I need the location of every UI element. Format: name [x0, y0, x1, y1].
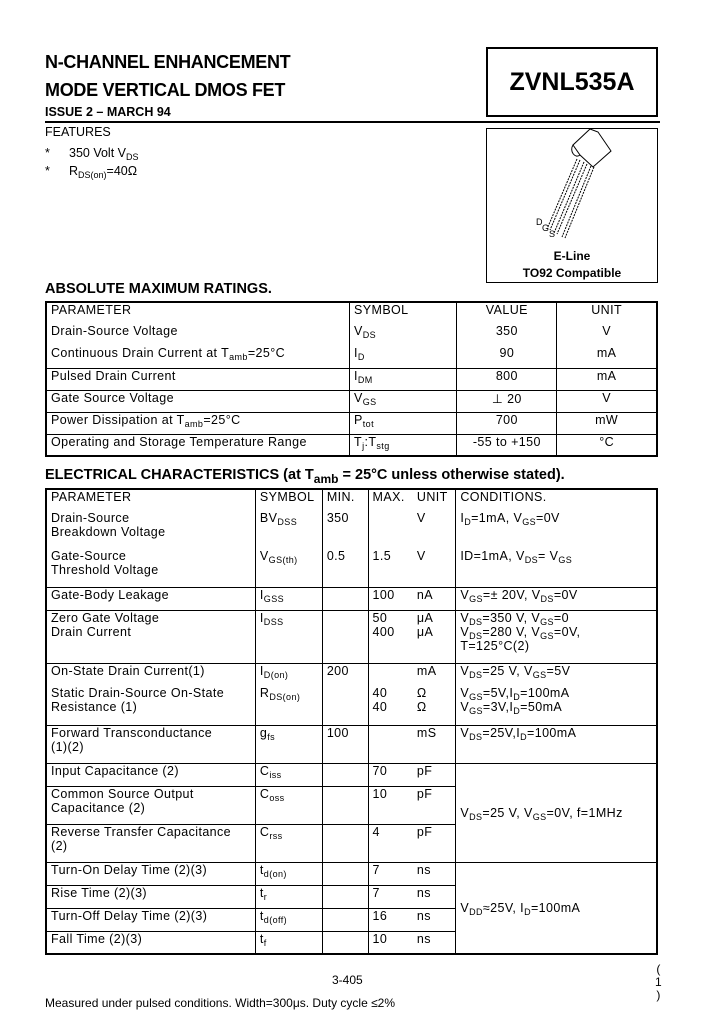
header-rule — [45, 121, 660, 123]
abs-max-table — [45, 301, 658, 457]
pin-s-label: S — [549, 229, 556, 239]
part-number: ZVNL535A — [509, 68, 635, 96]
elec-char-table — [45, 488, 658, 955]
feature-item: * 350 Volt $V_{DS}$ — [45, 146, 139, 162]
issue-date: ISSUE 2 – MARCH 94 — [45, 105, 171, 119]
table-row: On-State Drain Current(1) $I_{D(on)}$ 200 mA $V_{DS}=25$ V, $V_{GS}=5V$ — [46, 663, 657, 686]
table-header-row: PARAMETER SYMBOL VALUE UNIT — [46, 302, 657, 324]
table-row: Continuous Drain Current at $T_{amb}=25^\circ C$ $I_D$ 90 mA — [46, 346, 657, 368]
bullet: * — [45, 146, 50, 160]
table-row: Operating and Storage Temperature Range $T_j:T_{stg}$ -55 to +150 °C — [46, 434, 657, 456]
transistor-package-icon — [487, 129, 657, 249]
table-row: Zero Gate Voltage Drain Current $I_{DSS}$ 50 400 μA μA $V_{DS}=350$ V, $V_{GS}=0$ $V_{DS}=280$ V, $V_{GS}=0V$, T=125°C(2) — [46, 610, 657, 663]
table-row: Gate-Source Threshold Voltage $V_{GS(th)}$ 0.5 1.5 V ID=1mA, $V_{DS}= V_{GS}$ — [46, 549, 657, 587]
table-row: Common Source Output Capacitance (2) $C_{oss}$ 10 pF — [46, 786, 657, 824]
pin-d-label: D — [536, 217, 543, 227]
table-row: Static Drain-Source On-State Resistance (1) $R_{DS(on)}$ 40 40 Ω Ω $V_{GS}=5V,I_D=100mA$ $V_{GS}=3V,I_D=50mA$ — [46, 686, 657, 725]
feature-item: * $R_{DS(on)}=40\Omega$ — [45, 164, 138, 180]
package-box — [486, 128, 658, 283]
table-row: Power Dissipation at $T_{amb}=25^\circ C$ $P_{tot}$ 700 mW — [46, 412, 657, 434]
footnote: Measured under pulsed conditions. Width=300μs. Duty cycle ≤2% — [45, 996, 396, 1010]
table-row: Pulsed Drain Current $I_{DM}$ 800 mA — [46, 368, 657, 390]
table-row: Forward Transconductance (1)(2) $g_{fs}$ 100 mS $V_{DS}=25V,I_D=100mA$ — [46, 725, 657, 763]
package-name: E-Line — [553, 249, 591, 263]
table-row: Gate Source Voltage $V_{GS}$ ⊥ 20 V — [46, 390, 657, 412]
table-row: Gate-Body Leakage $I_{GSS}$ 100 nA $V_{GS}=\pm 20V$, $V_{DS}=0V$ — [46, 587, 657, 610]
switching-conditions: $V_{DD}\approx 25V$, $I_D=100mA$ — [456, 862, 657, 954]
pin-g-label: G — [542, 223, 550, 233]
table-row: Turn-Off Delay Time (2)(3) $t_{d(off)}$ 16 ns — [46, 908, 657, 931]
table-row: Fall Time (2)(3) $t_f$ 10 ns — [46, 931, 657, 954]
page-number: 3-405 — [332, 973, 363, 987]
side-note: ( 1 ) — [655, 962, 662, 1002]
features-heading: FEATURES — [45, 125, 111, 139]
package-compat: TO92 Compatible — [522, 266, 622, 280]
table-row: Input Capacitance (2) $C_{iss}$ 70 pF $V_{DS}=25$ V, $V_{GS}=0V$, f=1MHz — [46, 763, 657, 786]
bullet: * — [45, 164, 50, 178]
part-number-box — [486, 47, 658, 117]
title-line-2: MODE VERTICAL DMOS FET — [45, 80, 286, 100]
abs-max-title: ABSOLUTE MAXIMUM RATINGS. — [45, 281, 272, 297]
title-line-1: N-CHANNEL ENHANCEMENT — [45, 52, 291, 72]
capacitance-conditions: $V_{DS}=25$ V, $V_{GS}=0V$, f=1MHz — [456, 763, 657, 862]
table-row: Reverse Transfer Capacitance (2) $C_{rss}$ 4 pF — [46, 824, 657, 862]
table-row: Drain-Source Breakdown Voltage $BV_{DSS}$ 350 V $I_D=1mA$, $V_{GS}=0V$ — [46, 511, 657, 549]
elec-char-title: ELECTRICAL CHARACTERISTICS (at $T_{amb} = 25^\circ C$ unless otherwise stated). — [45, 467, 565, 486]
table-header-row: PARAMETER SYMBOL MIN. MAX. UNIT CONDITIONS. — [46, 489, 657, 511]
table-row: Rise Time (2)(3) $t_r$ 7 ns — [46, 885, 657, 908]
table-row: Turn-On Delay Time (2)(3) $t_{d(on)}$ 7 ns $V_{DD}\approx 25V$, $I_D=100mA$ — [46, 862, 657, 885]
table-row: Drain-Source Voltage $V_{DS}$ 350 V — [46, 324, 657, 346]
